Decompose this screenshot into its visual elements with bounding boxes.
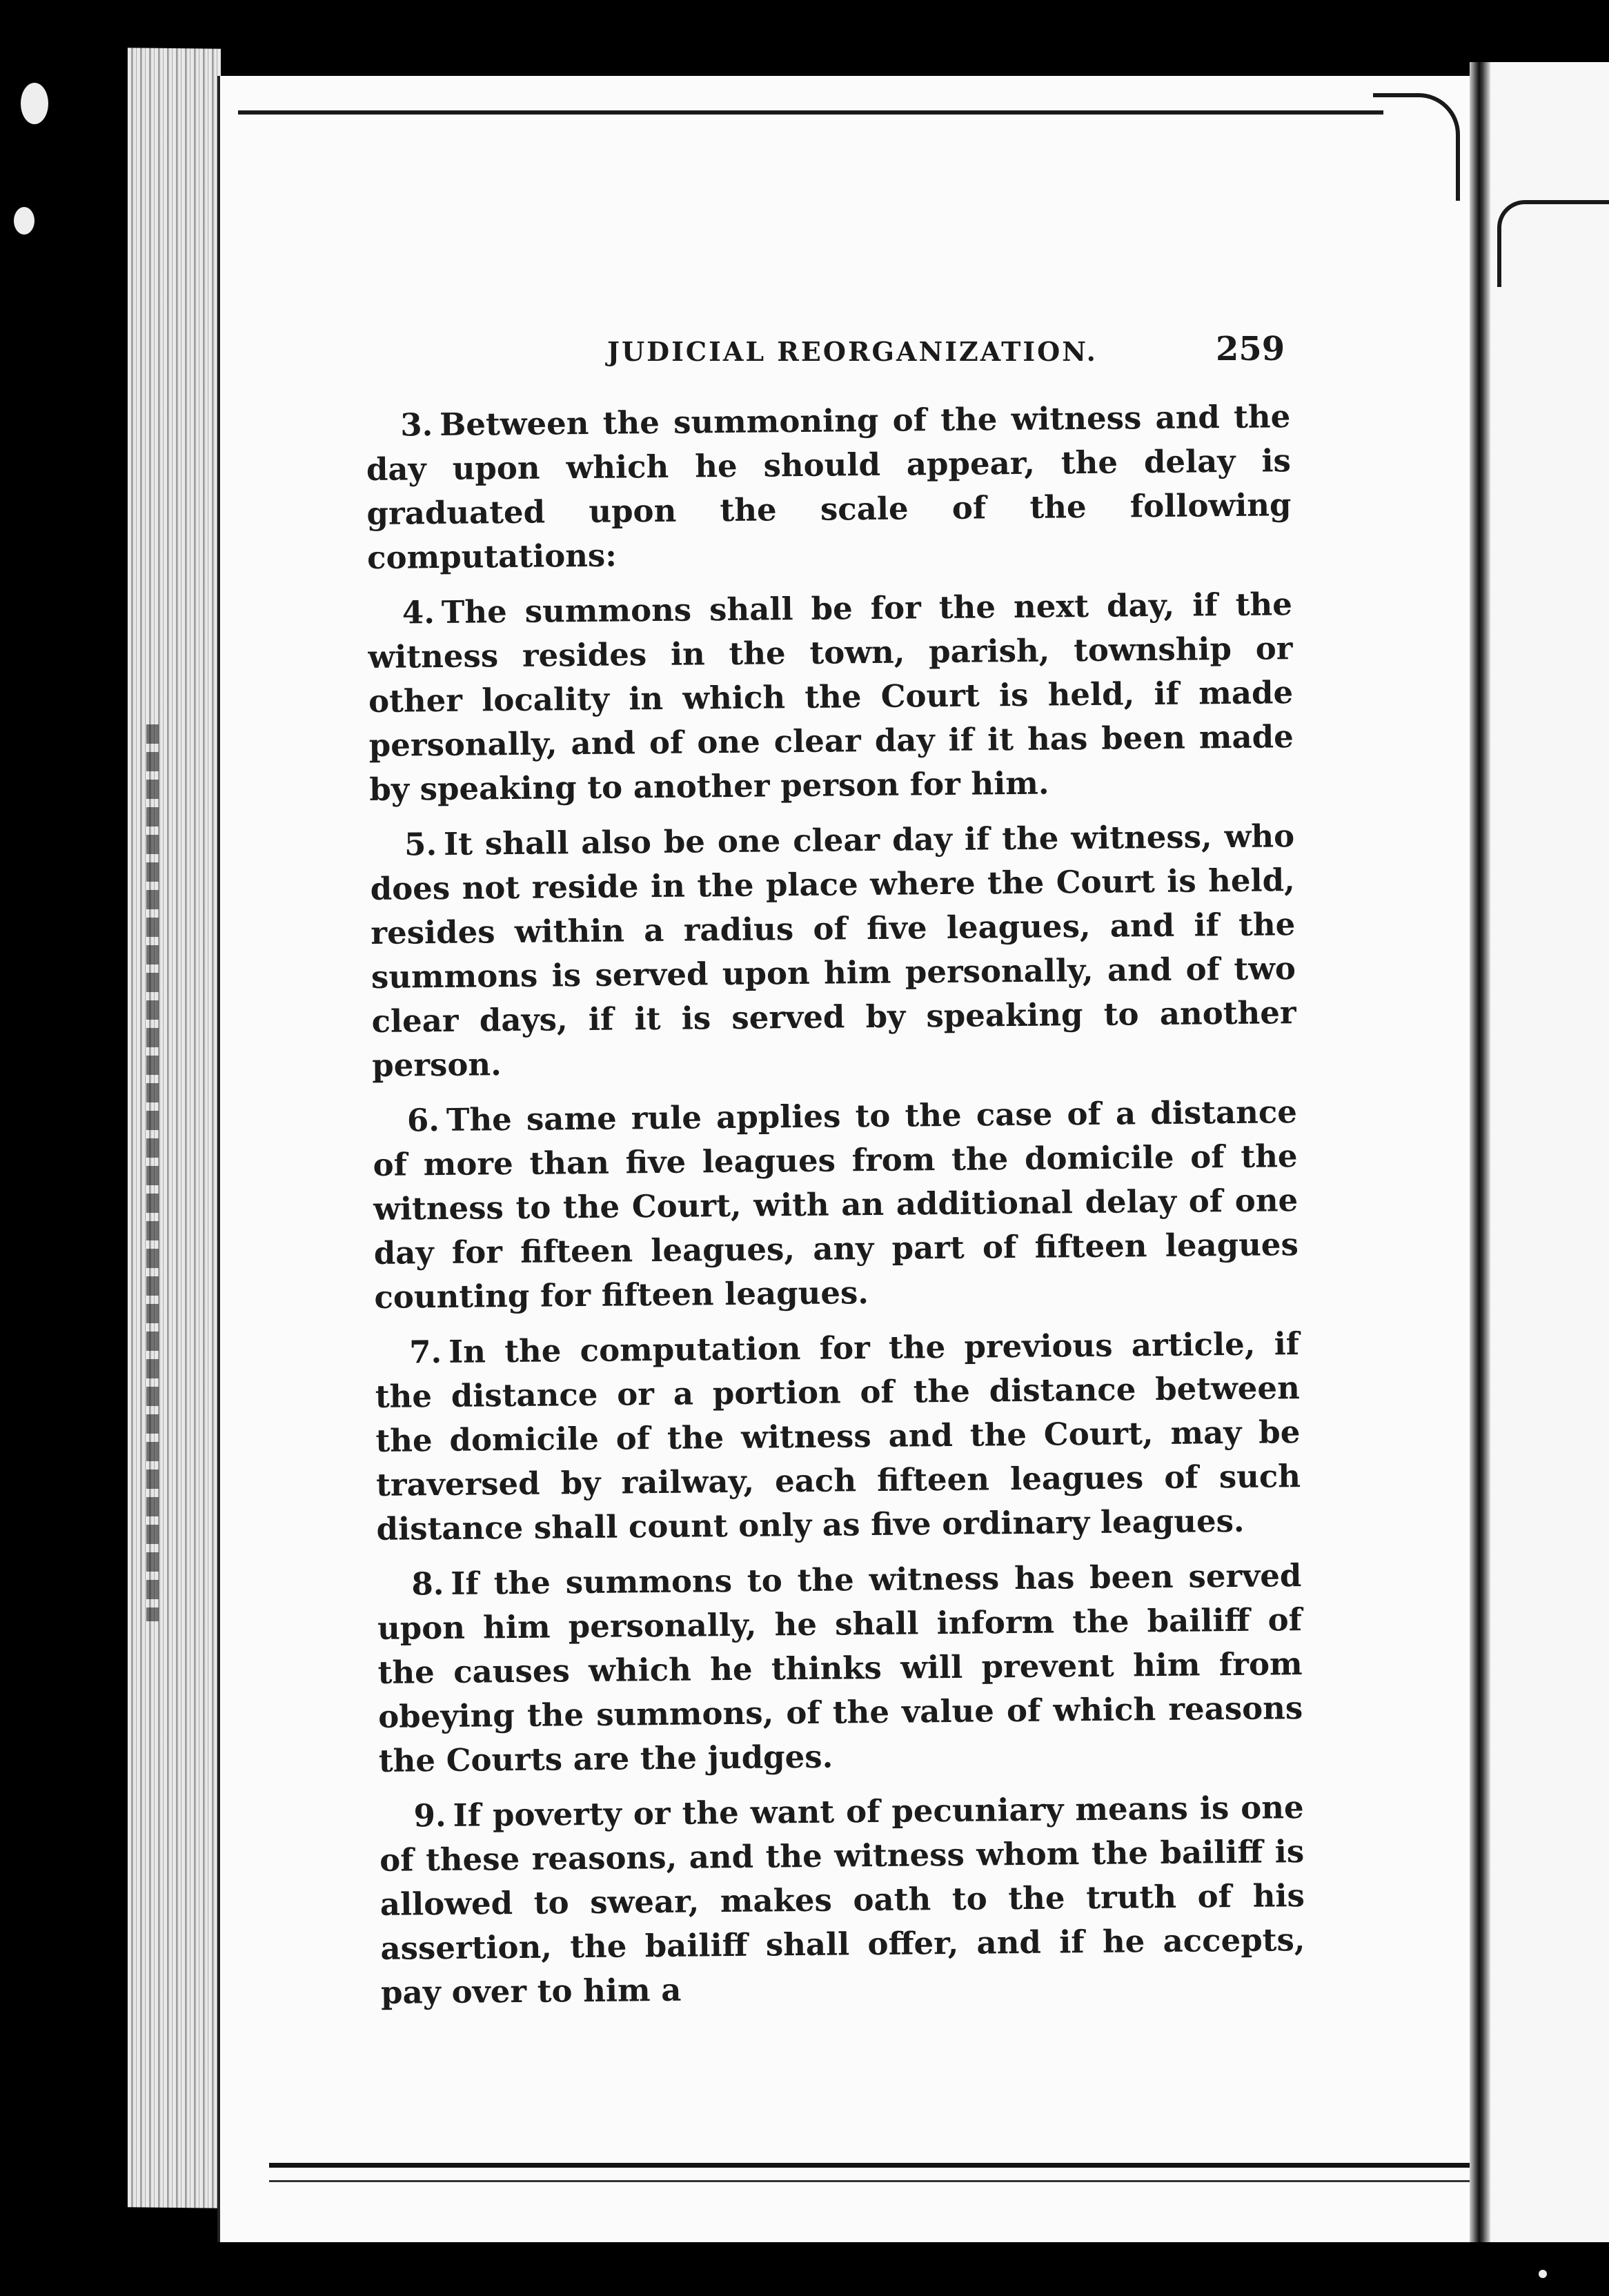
page-bottom-rule-thin (269, 2180, 1470, 2182)
paragraph-6 (373, 1090, 1299, 1320)
paragraph-3 (366, 395, 1292, 580)
page-number: 259 (1216, 330, 1285, 368)
paragraph-number: 8. (411, 1565, 444, 1603)
book-page-edges (128, 48, 221, 2208)
edge-stamp-marks (146, 724, 159, 1621)
scan-speck (21, 83, 48, 124)
scan-speck (14, 207, 34, 235)
paragraph-number: 4. (402, 594, 435, 631)
scan-speck (1539, 2270, 1547, 2278)
paragraph-number: 9. (413, 1797, 446, 1834)
paragraph-8 (377, 1554, 1303, 1783)
paragraph-7 (375, 1322, 1301, 1552)
body-text (366, 395, 1306, 2026)
page-bottom-rule (269, 2163, 1470, 2168)
page-top-rule (238, 110, 1383, 115)
paragraph-5 (370, 814, 1297, 1088)
paragraph-number: 6. (406, 1102, 440, 1139)
facing-page-rule (1497, 200, 1609, 287)
paragraph-number: 5. (404, 826, 437, 863)
paragraph-text: The same rule applies to the case of a distance of more than five leagues from the domicile of the witness to the Court, with an additional delay of one day for fifteen leagues, any part of fifteen leagues counting for fifteen leagues. (373, 1093, 1299, 1316)
running-head: JUDICIAL REORGANIZATION. (607, 336, 1098, 367)
paragraph-4 (368, 582, 1294, 812)
book-gutter (1470, 62, 1490, 2242)
paragraph-text: The summons shall be for the next day, if the witness resides in the town, parish, township or other locality in which the Court is held, if made personally, and of one clear day if it has been made by speaking to another person for him. (368, 586, 1294, 808)
paragraph-number: 3. (400, 406, 433, 444)
paragraph-9 (379, 1785, 1305, 2015)
paragraph-number: 7. (408, 1334, 442, 1371)
paragraph-text: If the summons to the witness has been served upon him personally, he shall inform the bailiff of the causes which he thinks will prevent him from obeying the summons, of the value of which reasons the Courts are the judges. (377, 1557, 1303, 1779)
paragraph-text: Between the summoning of the witness and the day upon which he should appear, the delay is graduated upon the scale of the following computations: (366, 398, 1292, 576)
paragraph-text: It shall also be one clear day if the witness, who does not reside in the place where the Court is held, resides within a radius of five leagues, and if the summons is served upon him personally, and of two clear days, if it is served by speaking to another person. (370, 818, 1296, 1084)
paragraph-text: In the computation for the previous article, if the distance or a portion of the distance between the domicile of the witness and the Court, may be traversed by railway, each fifteen leagues of such distance shall count only as five ordinary leagues. (375, 1325, 1301, 1547)
paragraph-text: If poverty or the want of pecuniary means is one of these reasons, and the witness whom the bailiff is allowed to swear, makes oath to the truth of his assertion, the bailiff shall offer, and if he accepts, pay over to him a (379, 1789, 1305, 2011)
facing-page (1490, 62, 1609, 2242)
page-corner-curl (1373, 93, 1460, 201)
